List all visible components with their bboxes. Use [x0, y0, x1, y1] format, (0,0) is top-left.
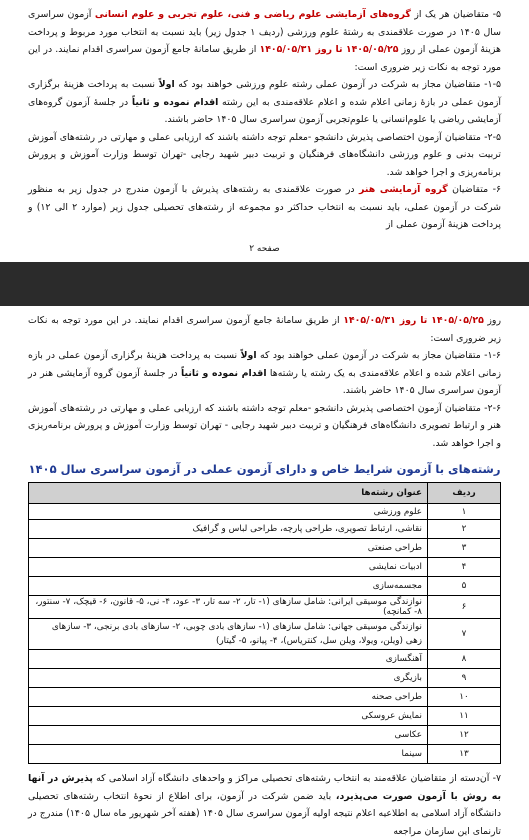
field-title: ادبیات نمایشی: [29, 558, 428, 577]
paragraph-6-1: ۱-۶- متقاضیان مجاز به شرکت در آزمون عملی خواهند بود که اولاً نسبت به پرداخت هزینهٔ برگزاری آزمون عملی در بازه زمانی اعلام شده و اعلام علاقه‌مندی به یک رشته یا رشته‌ها اقدام نموده و ثانیاً در جلسهٔ آزمون گروه آزمایشی هنر در آزمون سراسری سال ۱۴۰۵ حاضر باشند.: [28, 350, 501, 396]
field-title: نمایش عروسکی: [29, 707, 428, 726]
field-title: مجسمه‌سازی: [29, 577, 428, 596]
field-title: طراحی صحنه: [29, 688, 428, 707]
field-title: بازیگری: [29, 669, 428, 688]
page-number: صفحه ۲: [249, 243, 280, 254]
document-page-bottom: [0, 306, 529, 837]
highlight-art-group: گروه آزمایشی هنر: [359, 184, 448, 195]
row-number: ۱۰: [428, 688, 501, 707]
field-title: سینما: [29, 745, 428, 764]
field-title: عکاسی: [29, 726, 428, 745]
table-row: [29, 520, 501, 539]
row-number: ۶: [428, 596, 501, 619]
document-page-top: [0, 0, 529, 262]
row-number: ۵: [428, 577, 501, 596]
paragraph-6: ۶- متقاضیان گروه آزمایشی هنر در صورت علاقمندی به رشته‌های پذیرش با آزمون مندرج در جدول زیر به منظور شرکت در آزمون عملی، باید نسبت به انتخاب حداکثر دو مجموعه از رشته‌های تحصیلی جدول زیر (موارد ۲ الی ۱۲) و پرداخت هزینهٔ آزمون عملی از: [28, 184, 502, 230]
page-separator: [0, 262, 529, 306]
table-row: [29, 539, 501, 558]
highlight-groups: گروه‌های آزمایشی علوم ریاضی و فنی، علوم تجربی و علوم انسانی: [94, 9, 411, 20]
highlight-dates: ۱۴۰۵/۰۵/۲۵ تا روز ۱۴۰۵/۰۵/۳۱: [259, 44, 399, 55]
field-title: نقاشی، ارتباط تصویری، طراحی پارچه، طراحی لباس و گرافیک: [29, 520, 428, 539]
table-row: [29, 707, 501, 726]
table-row: [29, 650, 501, 669]
table-row: [29, 688, 501, 707]
row-number: ۷: [428, 619, 501, 650]
table-row: [29, 504, 501, 520]
paragraph-5-1: ۱-۵- متقاضیان مجاز به شرکت در آزمون عملی رشته علوم ورزشی خواهند بود که اولاً نسبت به پرداخت هزینهٔ برگزاری آزمون عملی در بازهٔ زمانی اعلام شده و اعلام علاقه‌مندی به این رشته اقدام نموده و ثانیاً در جلسهٔ آزمون گروه‌های آزمایشی ریاضی یا علوم‌انسانی یا علوم‌تجربی آزمون سراسری سال ۱۴۰۵ حاضر باشند.: [28, 79, 501, 125]
table-header-row: [29, 483, 501, 504]
table-row: [29, 619, 501, 650]
row-number: ۲: [428, 520, 501, 539]
table-row: [29, 596, 501, 619]
highlight-dates: ۱۴۰۵/۰۵/۲۵ تا روز ۱۴۰۵/۰۵/۳۱: [343, 315, 484, 326]
field-title: طراحی صنعتی: [29, 539, 428, 558]
row-number: ۱۳: [428, 745, 501, 764]
table-row: [29, 726, 501, 745]
field-title: نوازندگی موسیقی ایرانی: شامل سازهای (۱- تار، ۲- سه تار، ۳- عود، ۴- نی، ۵- قانون، ۶- قیچک، ۷- سنتور، ۸- کمانچه): [29, 596, 428, 619]
table-title: رشته‌های با آزمون شرایط خاص و دارای آزمون عملی در آزمون سراسری سال ۱۴۰۵: [28, 462, 501, 476]
paragraph-7: ۷- آن‌دسته از متقاضیان علاقه‌مند به انتخاب رشته‌های تحصیلی مراکز و واحدهای دانشگاه آزاد اسلامی که پذیرش در آنها به روش با آزمون صورت می‌پذیرد، باید ضمن شرکت در آزمون، برای اطلاع از نحوهٔ انتخاب رشته‌های تحصیلی دانشگاه آزاد اسلامی به اطلاعیه اعلام نتیجه اولیه آزمون سراسری سال ۱۴۰۵ (هفته آخر شهریور ماه سال ۱۴۰۵) مندرج در تارنمای این سازمان مراجعه: [28, 773, 502, 837]
table-row: [29, 745, 501, 764]
paragraph-6-2: ۲-۶- متقاضیان آزمون اختصاصی پذیرش دانشجو -معلم توجه داشته باشند که ارزیابی عملی و مهارتی در رشته‌های آموزش هنر و ارتباط تصویری دانشگاه‌های فرهنگیان و تربیت دبیر شهید رجایی - تهران توسط وزارت آموزش و پرورش برنامه‌ریزی و اجرا خواهد شد.: [28, 402, 501, 449]
row-number: ۱: [428, 504, 501, 520]
field-title: نوازندگی موسیقی جهانی: شامل سازهای (۱- سازهای بادی چوبی، ۲- سازهای بادی برنجی، ۳- سازهای زهی (ویلن، ویولا، ویلن سل، کنتریاس)، ۴- پیانو، ۵- گیتار): [29, 619, 428, 650]
row-number: ۹: [428, 669, 501, 688]
row-number: ۸: [428, 650, 501, 669]
table-row: [29, 669, 501, 688]
row-number: ۱۱: [428, 707, 501, 726]
table-row: [29, 558, 501, 577]
paragraph-5-2: ۲-۵- متقاضیان آزمون اختصاصی پذیرش دانشجو -معلم توجه داشته باشند که ارزیابی عملی و مهارتی در رشته‌های آموزش تربیت بدنی و علوم ورزشی دانشگاه‌های فرهنگیان و تربیت دبیر شهید رجایی -تهران توسط وزارت آموزش و پرورش برنامه‌ریزی و اجرا خواهد شد.: [28, 131, 501, 178]
paragraph-5: ۵- متقاضیان هر یک از گروه‌های آزمایشی علوم ریاضی و فنی، علوم تجربی و علوم انسانی آزمون سراسری سال ۱۴۰۵ در صورت علاقمندی به رشتهٔ علوم ورزشی (ردیف ۱ جدول زیر) باید نسبت به انتخاب مورد مربوط و پرداخت هزینهٔ آزمون عملی از روز ۱۴۰۵/۰۵/۲۵ تا روز ۱۴۰۵/۰۵/۳۱ از طریق سامانهٔ جامع آزمون سراسری اقدام نمایند. در این مورد توجه به نکات زیر ضروری است:: [28, 9, 501, 73]
field-title: آهنگسازی: [29, 650, 428, 669]
header-row-number: ردیف: [428, 483, 501, 504]
fields-table: [28, 482, 501, 764]
paragraph-6-cont: روز ۱۴۰۵/۰۵/۲۵ تا روز ۱۴۰۵/۰۵/۳۱ از طریق سامانهٔ جامع آزمون سراسری اقدام نمایند. در این مورد توجه به نکات زیر ضروری است:: [28, 315, 501, 344]
table-row: [29, 577, 501, 596]
header-field-title: عنوان رشته‌ها: [29, 483, 428, 504]
row-number: ۱۲: [428, 726, 501, 745]
field-title: علوم ورزشی: [29, 504, 428, 520]
row-number: ۳: [428, 539, 501, 558]
row-number: ۴: [428, 558, 501, 577]
